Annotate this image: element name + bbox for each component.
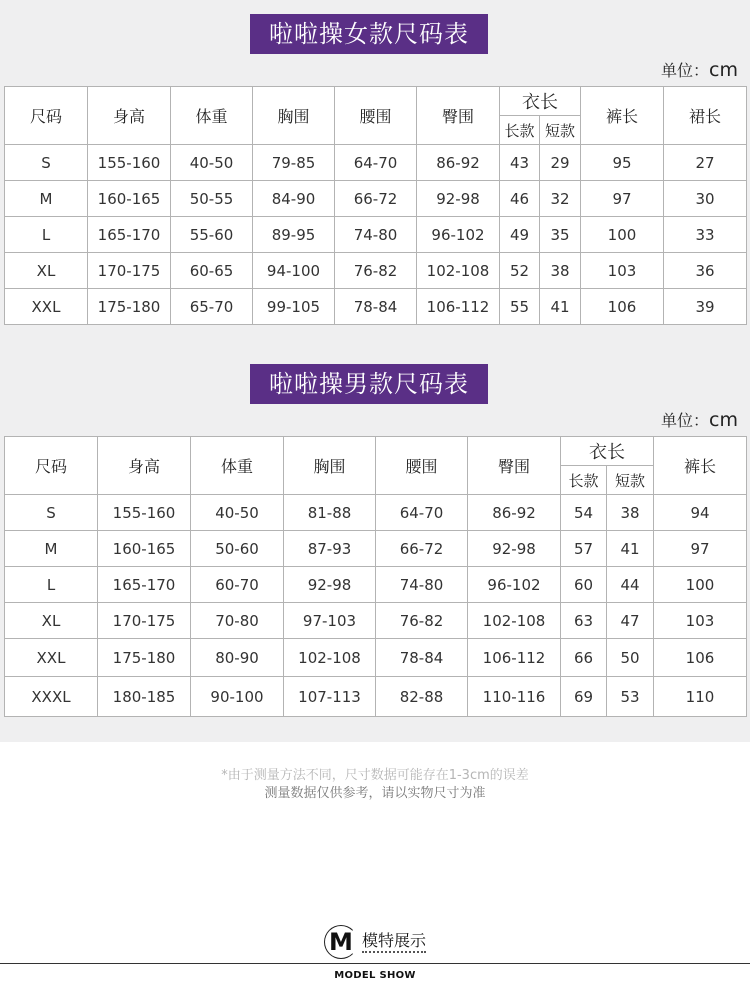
table-row: [5, 567, 747, 603]
waist-cell: 66-72: [335, 181, 417, 217]
top-short-cell: 41: [540, 289, 581, 325]
women-size-table: [4, 86, 747, 325]
model-show-subtitle: MODEL SHOW: [334, 970, 416, 981]
top-long-cell: 55: [500, 289, 540, 325]
women-size-panel: [0, 0, 750, 334]
women-unit-label: 单位：cm: [661, 59, 738, 81]
chest-cell: 97-103: [284, 603, 376, 639]
size-cell: XXL: [5, 639, 98, 677]
weight-cell: 40-50: [171, 145, 253, 181]
table-row: [5, 253, 747, 289]
chest-cell: 87-93: [284, 531, 376, 567]
table-row: [5, 639, 747, 677]
size-cell: L: [5, 567, 98, 603]
chest-cell: 102-108: [284, 639, 376, 677]
table-row: [5, 145, 747, 181]
hip-cell: 96-102: [468, 567, 561, 603]
chest-cell: 92-98: [284, 567, 376, 603]
header-hip: 臀围: [417, 87, 500, 145]
hip-cell: 92-98: [417, 181, 500, 217]
header-top-long: 长款: [500, 116, 540, 145]
header-weight: 体重: [171, 87, 253, 145]
pants-cell: 103: [654, 603, 747, 639]
height-cell: 160-165: [88, 181, 171, 217]
hip-cell: 92-98: [468, 531, 561, 567]
top-short-cell: 38: [607, 495, 654, 531]
size-cell: M: [5, 531, 98, 567]
waist-cell: 74-80: [376, 567, 468, 603]
size-cell: XL: [5, 253, 88, 289]
height-cell: 165-170: [98, 567, 191, 603]
header-size: 尺码: [5, 87, 88, 145]
pants-cell: 100: [581, 217, 664, 253]
waist-cell: 64-70: [335, 145, 417, 181]
top-long-cell: 60: [561, 567, 607, 603]
top-short-cell: 44: [607, 567, 654, 603]
header-weight: 体重: [191, 437, 284, 495]
header-top-long: 长款: [561, 466, 607, 495]
weight-cell: 60-65: [171, 253, 253, 289]
table-row: [5, 217, 747, 253]
chest-cell: 81-88: [284, 495, 376, 531]
height-cell: 170-175: [88, 253, 171, 289]
top-short-cell: 29: [540, 145, 581, 181]
weight-cell: 60-70: [191, 567, 284, 603]
hip-cell: 110-116: [468, 677, 561, 717]
table-row: [5, 181, 747, 217]
m-logo-icon: M: [324, 925, 358, 959]
header-waist: 腰围: [376, 437, 468, 495]
women-table-title: 啦啦操女款尺码表: [250, 14, 488, 54]
waist-cell: 74-80: [335, 217, 417, 253]
height-cell: 180-185: [98, 677, 191, 717]
skirt-cell: 33: [664, 217, 747, 253]
header-skirt-length: 裙长: [664, 87, 747, 145]
pants-cell: 106: [654, 639, 747, 677]
weight-cell: 55-60: [171, 217, 253, 253]
waist-cell: 76-82: [376, 603, 468, 639]
table-row: [5, 289, 747, 325]
height-cell: 160-165: [98, 531, 191, 567]
weight-cell: 80-90: [191, 639, 284, 677]
hip-cell: 86-92: [468, 495, 561, 531]
weight-cell: 40-50: [191, 495, 284, 531]
size-cell: XL: [5, 603, 98, 639]
top-long-cell: 52: [500, 253, 540, 289]
table-row: [5, 677, 747, 717]
hip-cell: 106-112: [417, 289, 500, 325]
table-row: [5, 531, 747, 567]
size-cell: L: [5, 217, 88, 253]
pants-cell: 106: [581, 289, 664, 325]
pants-cell: 94: [654, 495, 747, 531]
hip-cell: 102-108: [417, 253, 500, 289]
measurement-error-note: *由于测量方法不同，尺寸数据可能存在1-3cm的误差: [221, 768, 529, 783]
top-short-cell: 53: [607, 677, 654, 717]
top-long-cell: 66: [561, 639, 607, 677]
header-hip: 臀围: [468, 437, 561, 495]
chest-cell: 79-85: [253, 145, 335, 181]
top-long-cell: 69: [561, 677, 607, 717]
divider: [0, 963, 750, 964]
weight-cell: 90-100: [191, 677, 284, 717]
waist-cell: 76-82: [335, 253, 417, 289]
weight-cell: 50-55: [171, 181, 253, 217]
header-waist: 腰围: [335, 87, 417, 145]
pants-cell: 100: [654, 567, 747, 603]
skirt-cell: 39: [664, 289, 747, 325]
table-row: [5, 603, 747, 639]
weight-cell: 65-70: [171, 289, 253, 325]
top-short-cell: 38: [540, 253, 581, 289]
chest-cell: 89-95: [253, 217, 335, 253]
waist-cell: 78-84: [376, 639, 468, 677]
hip-cell: 102-108: [468, 603, 561, 639]
size-cell: S: [5, 495, 98, 531]
pants-cell: 95: [581, 145, 664, 181]
header-top-short: 短款: [607, 466, 654, 495]
pants-cell: 97: [654, 531, 747, 567]
header-chest: 胸围: [284, 437, 376, 495]
top-long-cell: 49: [500, 217, 540, 253]
waist-cell: 66-72: [376, 531, 468, 567]
top-short-cell: 47: [607, 603, 654, 639]
reference-note: 测量数据仅供参考，请以实物尺寸为准: [264, 786, 486, 801]
chest-cell: 94-100: [253, 253, 335, 289]
top-short-cell: 50: [607, 639, 654, 677]
height-cell: 175-180: [98, 639, 191, 677]
height-cell: 155-160: [98, 495, 191, 531]
size-cell: S: [5, 145, 88, 181]
men-table-title: 啦啦操男款尺码表: [250, 364, 488, 404]
pants-cell: 110: [654, 677, 747, 717]
chest-cell: 107-113: [284, 677, 376, 717]
waist-cell: 82-88: [376, 677, 468, 717]
top-long-cell: 57: [561, 531, 607, 567]
top-long-cell: 63: [561, 603, 607, 639]
chest-cell: 84-90: [253, 181, 335, 217]
skirt-cell: 30: [664, 181, 747, 217]
men-size-table: [4, 436, 747, 717]
skirt-cell: 27: [664, 145, 747, 181]
height-cell: 175-180: [88, 289, 171, 325]
height-cell: 170-175: [98, 603, 191, 639]
model-show-label: 模特展示: [362, 931, 426, 953]
skirt-cell: 36: [664, 253, 747, 289]
men-unit-label: 单位：cm: [661, 409, 738, 431]
top-long-cell: 43: [500, 145, 540, 181]
header-pants-length: 裤长: [581, 87, 664, 145]
header-pants-length: 裤长: [654, 437, 747, 495]
top-short-cell: 35: [540, 217, 581, 253]
pants-cell: 103: [581, 253, 664, 289]
height-cell: 155-160: [88, 145, 171, 181]
header-height: 身高: [98, 437, 191, 495]
size-cell: M: [5, 181, 88, 217]
hip-cell: 96-102: [417, 217, 500, 253]
model-show-heading: [324, 924, 426, 960]
top-short-cell: 32: [540, 181, 581, 217]
header-top-length: 衣长: [500, 87, 581, 116]
header-top-length: 衣长: [561, 437, 654, 466]
height-cell: 165-170: [88, 217, 171, 253]
hip-cell: 106-112: [468, 639, 561, 677]
chest-cell: 99-105: [253, 289, 335, 325]
hip-cell: 86-92: [417, 145, 500, 181]
table-row: [5, 495, 747, 531]
weight-cell: 70-80: [191, 603, 284, 639]
weight-cell: 50-60: [191, 531, 284, 567]
header-height: 身高: [88, 87, 171, 145]
size-cell: XXL: [5, 289, 88, 325]
pants-cell: 97: [581, 181, 664, 217]
top-long-cell: 54: [561, 495, 607, 531]
top-long-cell: 46: [500, 181, 540, 217]
header-size: 尺码: [5, 437, 98, 495]
waist-cell: 78-84: [335, 289, 417, 325]
size-cell: XXXL: [5, 677, 98, 717]
header-top-short: 短款: [540, 116, 581, 145]
men-size-panel: [0, 334, 750, 742]
waist-cell: 64-70: [376, 495, 468, 531]
header-chest: 胸围: [253, 87, 335, 145]
top-short-cell: 41: [607, 531, 654, 567]
